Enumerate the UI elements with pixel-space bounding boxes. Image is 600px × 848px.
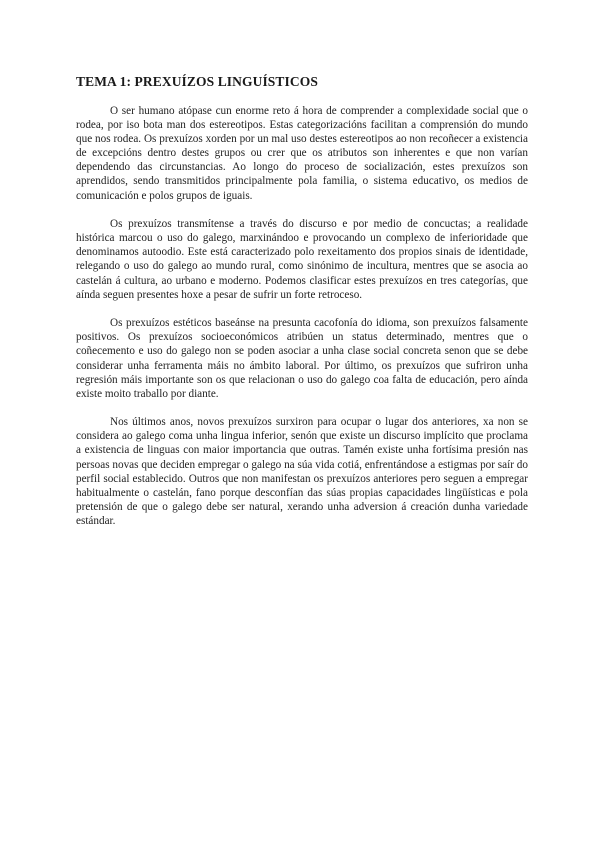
document-body: [76, 74, 528, 543]
paragraph-1: O ser humano atópase cun enorme reto á hora de comprender a complexidade social que o rodea, por iso bota man dos estereotipos. Estas categorizacións facilitan a comprensión do mundo que nos rodea. Os prexuízos xorden por un mal uso destes estereotipos ao non recoñecer a existencia de excepcións dentro destes grupos ou crer que os atributos son inherentes e que non varían dependendo das circunstancias. Ao longo do proceso de socialización, estes prexuízos son aprendidos, sendo transmitidos principalmente pola familia, o sistema educativo, os medios de comunicación e polos grupos de iguais.: [76, 105, 528, 202]
paragraph-3: Os prexuízos estéticos baseánse na presunta cacofonía do idioma, son prexuízos falsamente positivos. Os prexuízos socioeconómicos atribúen un status determinado, mentres que o coñecemento e uso do galego non se poden asociar a unha clase social concreta senon que se debe considerar unha ferramenta máis no ámbito laboral. Por último, os prexuízos que sufriron unha regresión máis importante son os que relacionan o uso do galego coa falta de educación, pero aínda existe moito traballo por diante.: [76, 317, 528, 400]
paragraph-2: Os prexuízos transmítense a través do discurso e por medio de concuctas; a realidade histórica marcou o uso do galego, marxinándoo e provocando un complexo de inferioridade que denominamos autoodio. Este está caracterizado polo rexeitamento dos propios sinais de identidade, relegando o uso do galego ao mundo rural, como sinónimo de incultura, mentres que se asocia ao castelán á cultura, ao urbano e moderno. Podemos clasificar estes prexuízos en tres categorías, que aínda seguen presentes hoxe a pesar de sufrir un forte retroceso.: [76, 218, 528, 301]
document-title: TEMA 1: PREXUÍZOS LINGUÍSTICOS: [76, 74, 318, 89]
paragraph-4: Nos últimos anos, novos prexuízos surxiron para ocupar o lugar dos anteriores, xa non se considera ao galego coma unha lingua inferior, senón que existe un discurso implícito que proclama a existencia de linguas con maior importancia que outras. Tamén existe unha fortísima presión nas persoas novas que deciden empregar o galego na súa vida cotiá, enfrentándose a estigmas por saír do perfil social establecido. Outros que non manifestan os prexuízos anteriores pero seguen a empregar habitualmente o castelán, fano porque desconfían das súas propias capacidades lingüísticas e pola pretensión de que o galego debe ser natural, xerando unha adversion á creación dunha variedade estándar.: [76, 416, 528, 527]
